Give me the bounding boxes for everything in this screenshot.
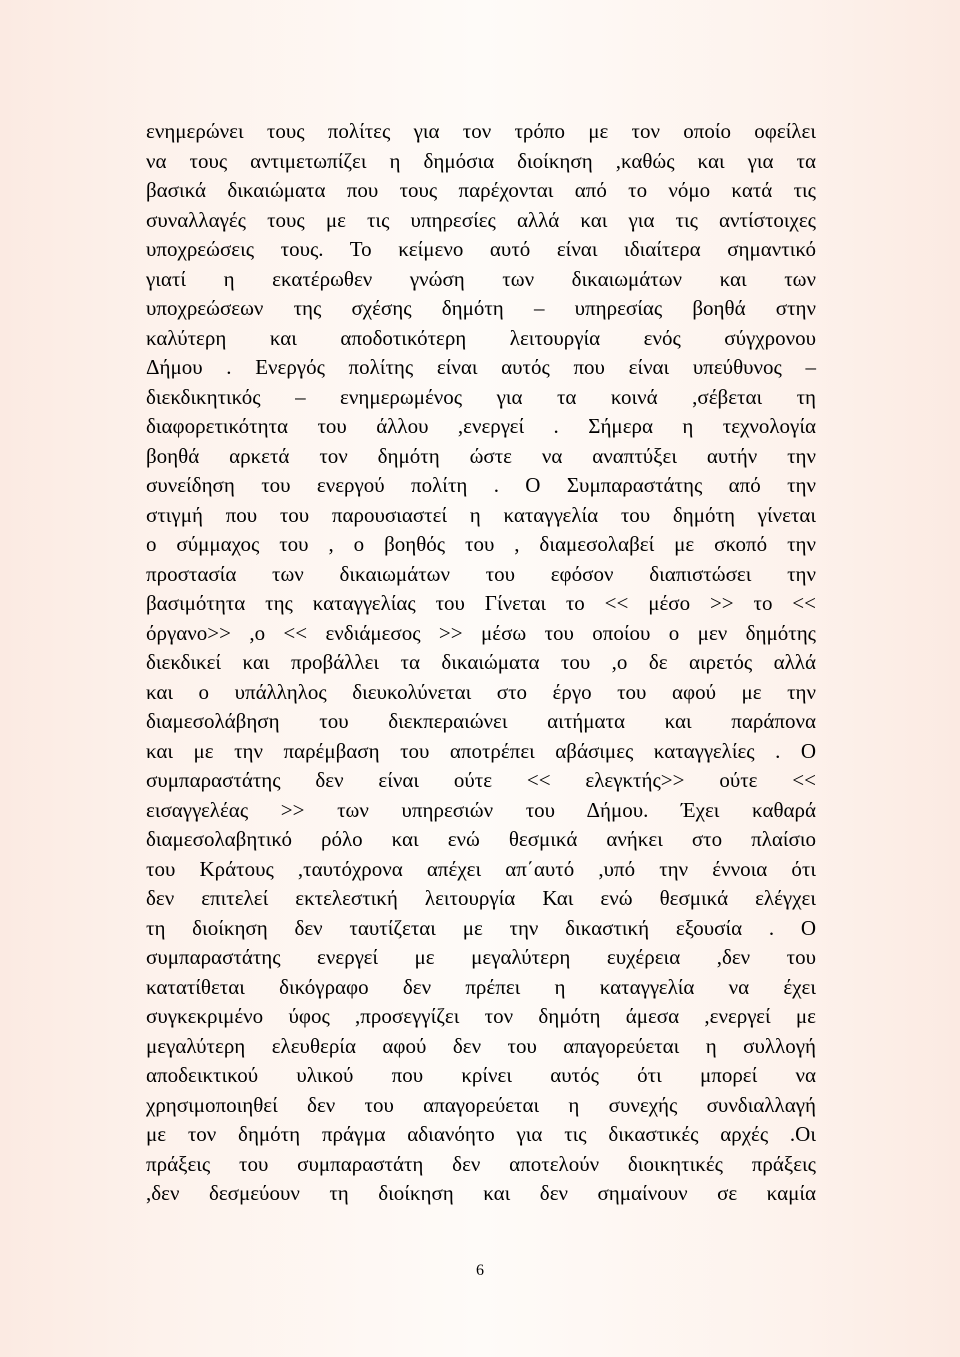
text-line: δεν επιτελεί εκτελεστική λειτουργία Και ενώ θεσμικά ελέγχει (146, 886, 816, 910)
text-line: πράξεις του συμπαραστάτη δεν αποτελούν διοικητικές πράξεις (146, 1151, 816, 1176)
text-line: του Κράτους ,ταυτόχρονα απέχει απ΄αυτό ,υπό την έννοια ότι (146, 856, 816, 881)
text-line: κατατίθεται δικόγραφο δεν πρέπει η καταγγελία να έχει (146, 974, 816, 999)
body-text (146, 117, 816, 1209)
text-line: διεκδικητικός – ενημερωμένος για τα κοινά ,σέβεται τη (146, 384, 816, 409)
text-line: Δήμου . Ενεργός πολίτης είναι αυτός που είναι υπεύθυνος – (146, 355, 816, 379)
text-line: και με την παρέμβαση του αποτρέπει αβάσιμες καταγγελίες . Ο (146, 738, 816, 763)
text-line: διαφορετικότητα του άλλου ,ενεργεί . Σήμερα η τεχνολογία (146, 414, 816, 438)
text-line: αποδεικτικού υλικού που κρίνει αυτός ότι μπορεί να (146, 1063, 816, 1087)
text-line: προστασία των δικαιωμάτων του εφόσον διαπιστώσει την (146, 561, 816, 586)
text-line: συγκεκριμένο ύφος ,προσεγγίζει τον δημότη άμεσα ,ενεργεί με (146, 1004, 816, 1028)
text-line: χρησιμοποιηθεί δεν του απαγορεύεται η συνεχής συνδιαλλαγή (146, 1092, 816, 1117)
text-line: συνείδηση του ενεργού πολίτη . Ο Συμπαραστάτης από την (146, 473, 816, 497)
text-line: να τους αντιμετωπίζει η δημόσια διοίκηση ,καθώς και για τα (146, 148, 816, 173)
text-line: συμπαραστάτης δεν είναι ούτε << ελεγκτής>> ούτε << (146, 768, 816, 792)
text-line: βασικά δικαιώματα που τους παρέχονται από το νόμο κατά τις (146, 178, 816, 202)
text-line: μεγαλύτερη ελευθερία αφού δεν του απαγορεύεται η συλλογή (146, 1033, 816, 1058)
text-line: υποχρεώσεων της σχέσης δημότη – υπηρεσίας βοηθά στην (146, 296, 816, 320)
text-line: και ο υπάλληλος διευκολύνεται στο έργο του αφού με την (146, 679, 816, 704)
text-line: ,δεν δεσμεύουν τη διοίκηση και δεν σημαίνουν σε καμία (146, 1181, 816, 1205)
text-line: εισαγγελέας >> των υπηρεσιών του Δήμου. Έχει καθαρά (146, 797, 816, 822)
text-line: γιατί η εκατέρωθεν γνώση των δικαιωμάτων και των (146, 266, 816, 291)
text-line: ενημερώνει τους πολίτες για τον τρόπο με τον οποίο οφείλει (146, 119, 816, 143)
text-line: διαμεσολαβητικό ρόλο και ενώ θεσμικά ανήκει στο πλαίσιο (146, 827, 816, 851)
text-line: τη διοίκηση δεν ταυτίζεται με την δικαστική εξουσία . Ο (146, 915, 816, 940)
text-line: βοηθά αρκετά τον δημότη ώστε να αναπτύξει αυτήν την (146, 443, 816, 468)
text-line: υποχρεώσεις τους. Το κείμενο αυτό είναι ιδιαίτερα σημαντικό (146, 237, 816, 261)
text-line: διαμεσολάβηση του διεκπεραιώνει αιτήματα και παράπονα (146, 709, 816, 733)
text-line: βασιμότητα της καταγγελίας του Γίνεται το << μέσο >> το << (146, 591, 816, 615)
text-line: στιγμή που του παρουσιαστεί η καταγγελία του δημότη γίνεται (146, 502, 816, 527)
text-line: συναλλαγές τους με τις υπηρεσίες αλλά και για τις αντίστοιχες (146, 207, 816, 232)
text-line: με τον δημότη πράγμα αδιανόητο για τις δικαστικές αρχές .Οι (146, 1122, 816, 1146)
page-number: 6 (476, 1262, 484, 1279)
text-line: ο σύμμαχος του , ο βοηθός του , διαμεσολαβεί με σκοπό την (146, 532, 816, 556)
text-line: όργανο>> ,ο << ενδιάμεσος >> μέσω του οποίου ο μεν δημότης (146, 620, 816, 645)
text-line: καλύτερη και αποδοτικότερη λειτουργία ενός σύγχρονου (146, 325, 816, 350)
text-line: διεκδικεί και προβάλλει τα δικαιώματα του ,ο δε αιρετός αλλά (146, 650, 816, 674)
text-line: συμπαραστάτης ενεργεί με μεγαλύτερη ευχέρεια ,δεν του (146, 945, 816, 969)
